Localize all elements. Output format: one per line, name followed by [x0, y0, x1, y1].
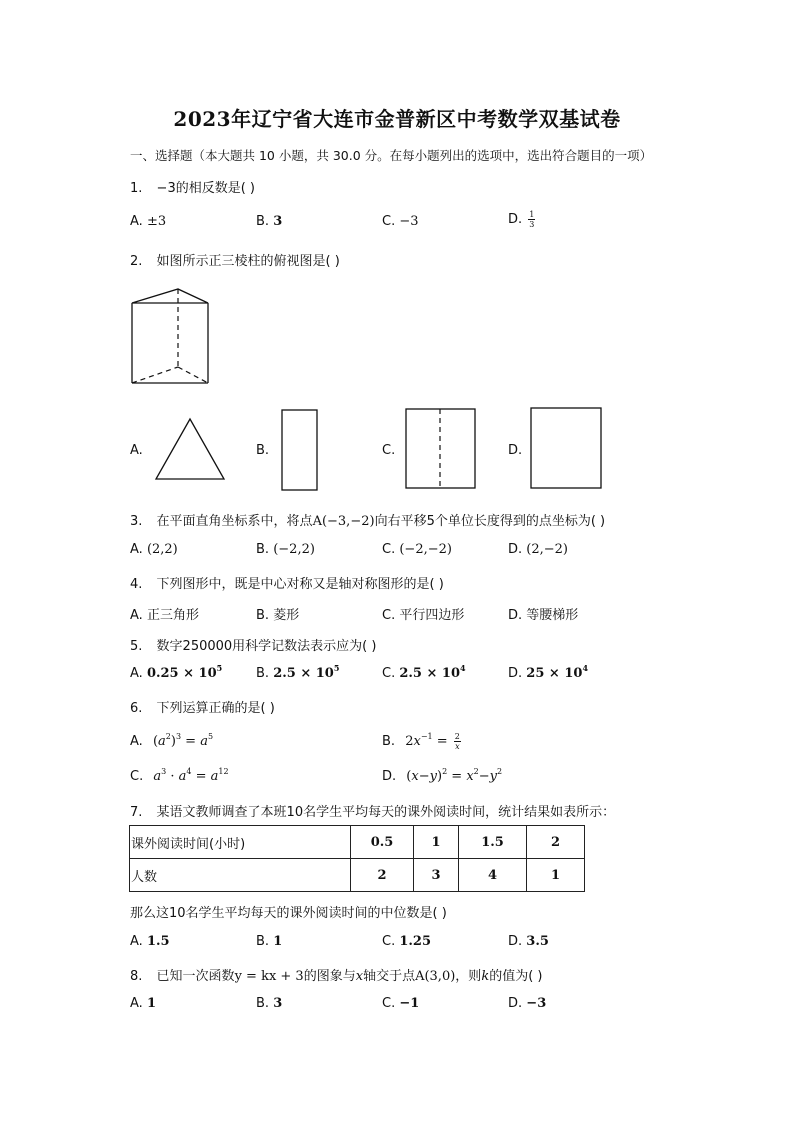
question-stem: 某语文教师调查了本班10名学生平均每天的课外阅读时间，统计结果如表所示：	[156, 805, 616, 820]
fraction-one-third	[528, 210, 535, 229]
option-b-expression: $2x^{-1}$ = $\frac{2}{x}$	[405, 732, 460, 751]
option-letter: C.	[130, 769, 144, 784]
option-letter: D.	[508, 212, 523, 227]
option-value: 菱形	[273, 608, 300, 623]
question-stem: 数字250000用科学记数法表示应为( )	[156, 639, 377, 654]
option-value	[146, 663, 223, 681]
question-number: 7.	[130, 805, 143, 820]
option-c-expression: $a^3 \cdot a^4 = a^{12}$	[153, 767, 229, 784]
point-a: A(3,0)	[415, 969, 456, 984]
table-cell: 4	[459, 859, 527, 892]
option-letter: C.	[382, 934, 396, 949]
reading-time-table	[129, 825, 585, 892]
option-value: −3	[399, 214, 419, 229]
question-number: 6.	[130, 701, 143, 716]
option-letter: B.	[256, 542, 270, 557]
row-header-count: 人数	[130, 859, 351, 892]
question-2	[130, 250, 340, 269]
option-letter: B.	[382, 734, 396, 749]
option-c[interactable]	[382, 934, 431, 949]
option-b[interactable]	[256, 604, 299, 623]
table-cell: 1	[414, 826, 459, 859]
option-c[interactable]	[382, 604, 464, 623]
option-a[interactable]	[130, 663, 223, 681]
option-d[interactable]	[382, 769, 502, 784]
option-value: −3	[526, 996, 547, 1011]
option-value	[273, 663, 340, 681]
question-1	[130, 177, 255, 196]
option-letter: C.	[382, 666, 396, 681]
fraction-numerator: 1	[529, 210, 535, 219]
question-stem-part: 的值为( )	[489, 969, 543, 984]
base: 2.5 × 10	[273, 666, 334, 681]
question-3	[130, 510, 605, 529]
option-value: (−2,2)	[273, 542, 315, 557]
option-letter: D.	[508, 666, 523, 681]
option-letter: B.	[256, 214, 270, 229]
question-number: 2.	[130, 254, 143, 269]
option-letter: D.	[508, 608, 523, 623]
option-letter: C.	[382, 542, 396, 557]
question-8	[130, 965, 542, 984]
question-stem: 如图所示正三棱柱的俯视图是( )	[156, 254, 340, 269]
option-letter: D.	[508, 996, 523, 1011]
table-row	[130, 826, 585, 859]
x-variable: x	[355, 969, 364, 984]
table-cell: 2	[527, 826, 585, 859]
option-c-label[interactable]: C.	[382, 443, 396, 458]
question-number: 3.	[130, 514, 143, 529]
question-number: 4.	[130, 577, 143, 592]
option-d[interactable]	[508, 996, 546, 1011]
option-value: (−2,−2)	[399, 542, 452, 557]
triangular-prism-figure	[128, 285, 213, 387]
point-a: A(−3,−2)	[312, 514, 375, 529]
question-stem: 已知一次函数	[156, 969, 235, 984]
base: 2.5 × 10	[399, 666, 461, 681]
option-letter: C.	[382, 608, 396, 623]
option-a[interactable]	[130, 604, 199, 623]
option-letter: A.	[130, 666, 143, 681]
option-value: 1.25	[399, 934, 432, 949]
option-c[interactable]	[130, 769, 229, 784]
linear-function-equation: y = kx + 3	[234, 969, 304, 984]
exponent: 4	[582, 663, 589, 673]
option-a[interactable]	[130, 934, 170, 949]
option-letter: A.	[130, 934, 143, 949]
base: 0.25 × 10	[146, 666, 217, 681]
question-stem-part: 轴交于点	[363, 969, 416, 984]
section-header: 一、选择题（本大题共 10 小题，共 30.0 分。在每小题列出的选项中，选出符合题目的一项）	[130, 148, 653, 163]
option-c-rectangle-dashed-line-figure[interactable]	[405, 408, 477, 490]
option-letter: A.	[130, 542, 143, 557]
fraction-denominator: 3	[529, 220, 535, 229]
question-stem-rest: 向右平移5个单位长度得到的点坐标为( )	[374, 514, 606, 529]
option-a[interactable]	[130, 542, 178, 557]
option-letter: A.	[130, 734, 143, 749]
option-d-label[interactable]: D.	[508, 443, 523, 458]
option-letter: B.	[256, 996, 270, 1011]
option-a-triangle-figure[interactable]	[154, 417, 226, 481]
option-letter: A.	[130, 996, 143, 1011]
question-4	[130, 573, 444, 592]
option-value: ±3	[146, 214, 167, 229]
option-d[interactable]	[508, 934, 549, 949]
table-cell: 0.5	[351, 826, 414, 859]
table-cell: 2	[351, 859, 414, 892]
row-header-reading-time: 课外阅读时间(小时)	[130, 826, 351, 859]
question-stem: 下列运算正确的是( )	[156, 701, 275, 716]
option-value: 3.5	[526, 934, 549, 949]
option-value: 1	[273, 934, 283, 949]
option-value: 3	[273, 996, 283, 1011]
question-stem: −3的相反数是( )	[156, 181, 255, 196]
table-cell: 1	[527, 859, 585, 892]
exponent: 5	[216, 663, 223, 673]
option-value	[399, 663, 466, 681]
base: 25 × 10	[526, 666, 583, 681]
option-value: −1	[399, 996, 420, 1011]
option-b[interactable]	[256, 934, 282, 949]
option-letter: D.	[508, 542, 523, 557]
option-a[interactable]	[130, 214, 166, 229]
table-cell: 1.5	[459, 826, 527, 859]
option-value: 平行四边形	[399, 608, 465, 623]
option-b[interactable]	[382, 732, 461, 751]
option-c[interactable]	[382, 663, 466, 681]
option-b[interactable]	[256, 214, 282, 229]
option-letter: B.	[256, 666, 270, 681]
exponent: 5	[333, 663, 340, 673]
option-letter: C.	[382, 996, 396, 1011]
option-value: (2,2)	[146, 542, 178, 557]
option-d[interactable]	[508, 210, 535, 229]
option-b[interactable]	[256, 663, 340, 681]
option-d-square-figure[interactable]	[530, 407, 602, 489]
option-letter: B.	[256, 608, 270, 623]
question-number: 5.	[130, 639, 143, 654]
question-7-followup: 那么这10名学生平均每天的课外阅读时间的中位数是( )	[130, 906, 447, 921]
option-d-expression: $(x-y)^2 = x^2-y^2$	[406, 767, 503, 784]
option-value	[526, 663, 589, 681]
option-letter: D.	[508, 934, 523, 949]
option-a-expression: $(a^2)^3 = a^5$	[152, 732, 214, 749]
option-value: 等腰梯形	[526, 608, 579, 623]
question-number: 8.	[130, 969, 143, 984]
option-value: (2,−2)	[526, 542, 569, 557]
option-letter: A.	[130, 608, 143, 623]
page-title: 2023年辽宁省大连市金普新区中考数学双基试卷	[173, 107, 621, 131]
option-a[interactable]	[130, 734, 213, 749]
option-letter: C.	[382, 214, 396, 229]
option-value: 3	[273, 214, 283, 229]
table-cell: 3	[414, 859, 459, 892]
option-a[interactable]	[130, 996, 156, 1011]
option-b-narrow-rectangle-figure[interactable]	[281, 409, 319, 491]
k-variable: k	[481, 969, 490, 984]
option-value: 正三角形	[146, 608, 199, 623]
option-value: 1.5	[146, 934, 170, 949]
option-d[interactable]	[508, 604, 578, 623]
option-b-label[interactable]: B.	[256, 443, 270, 458]
question-6	[130, 697, 275, 716]
option-value: 1	[146, 996, 156, 1011]
table-row	[130, 859, 585, 892]
question-7	[130, 801, 615, 820]
option-c[interactable]	[382, 542, 452, 557]
question-stem: 下列图形中，既是中心对称又是轴对称图形的是( )	[156, 577, 444, 592]
option-letter: D.	[382, 769, 397, 784]
question-number: 1.	[130, 181, 143, 196]
option-a-label[interactable]: A.	[130, 443, 143, 458]
question-stem: 在平面直角坐标系中，将点	[156, 514, 313, 529]
option-d[interactable]	[508, 663, 589, 681]
option-b[interactable]	[256, 542, 315, 557]
exponent: 4	[460, 663, 466, 673]
question-5	[130, 635, 376, 654]
option-b[interactable]	[256, 996, 282, 1011]
option-d[interactable]	[508, 542, 568, 557]
option-letter: B.	[256, 934, 270, 949]
option-letter: A.	[130, 214, 143, 229]
question-stem-part: 的图象与	[303, 969, 356, 984]
question-stem-part: ，则	[455, 969, 482, 984]
option-c[interactable]	[382, 214, 419, 229]
option-c[interactable]	[382, 996, 419, 1011]
